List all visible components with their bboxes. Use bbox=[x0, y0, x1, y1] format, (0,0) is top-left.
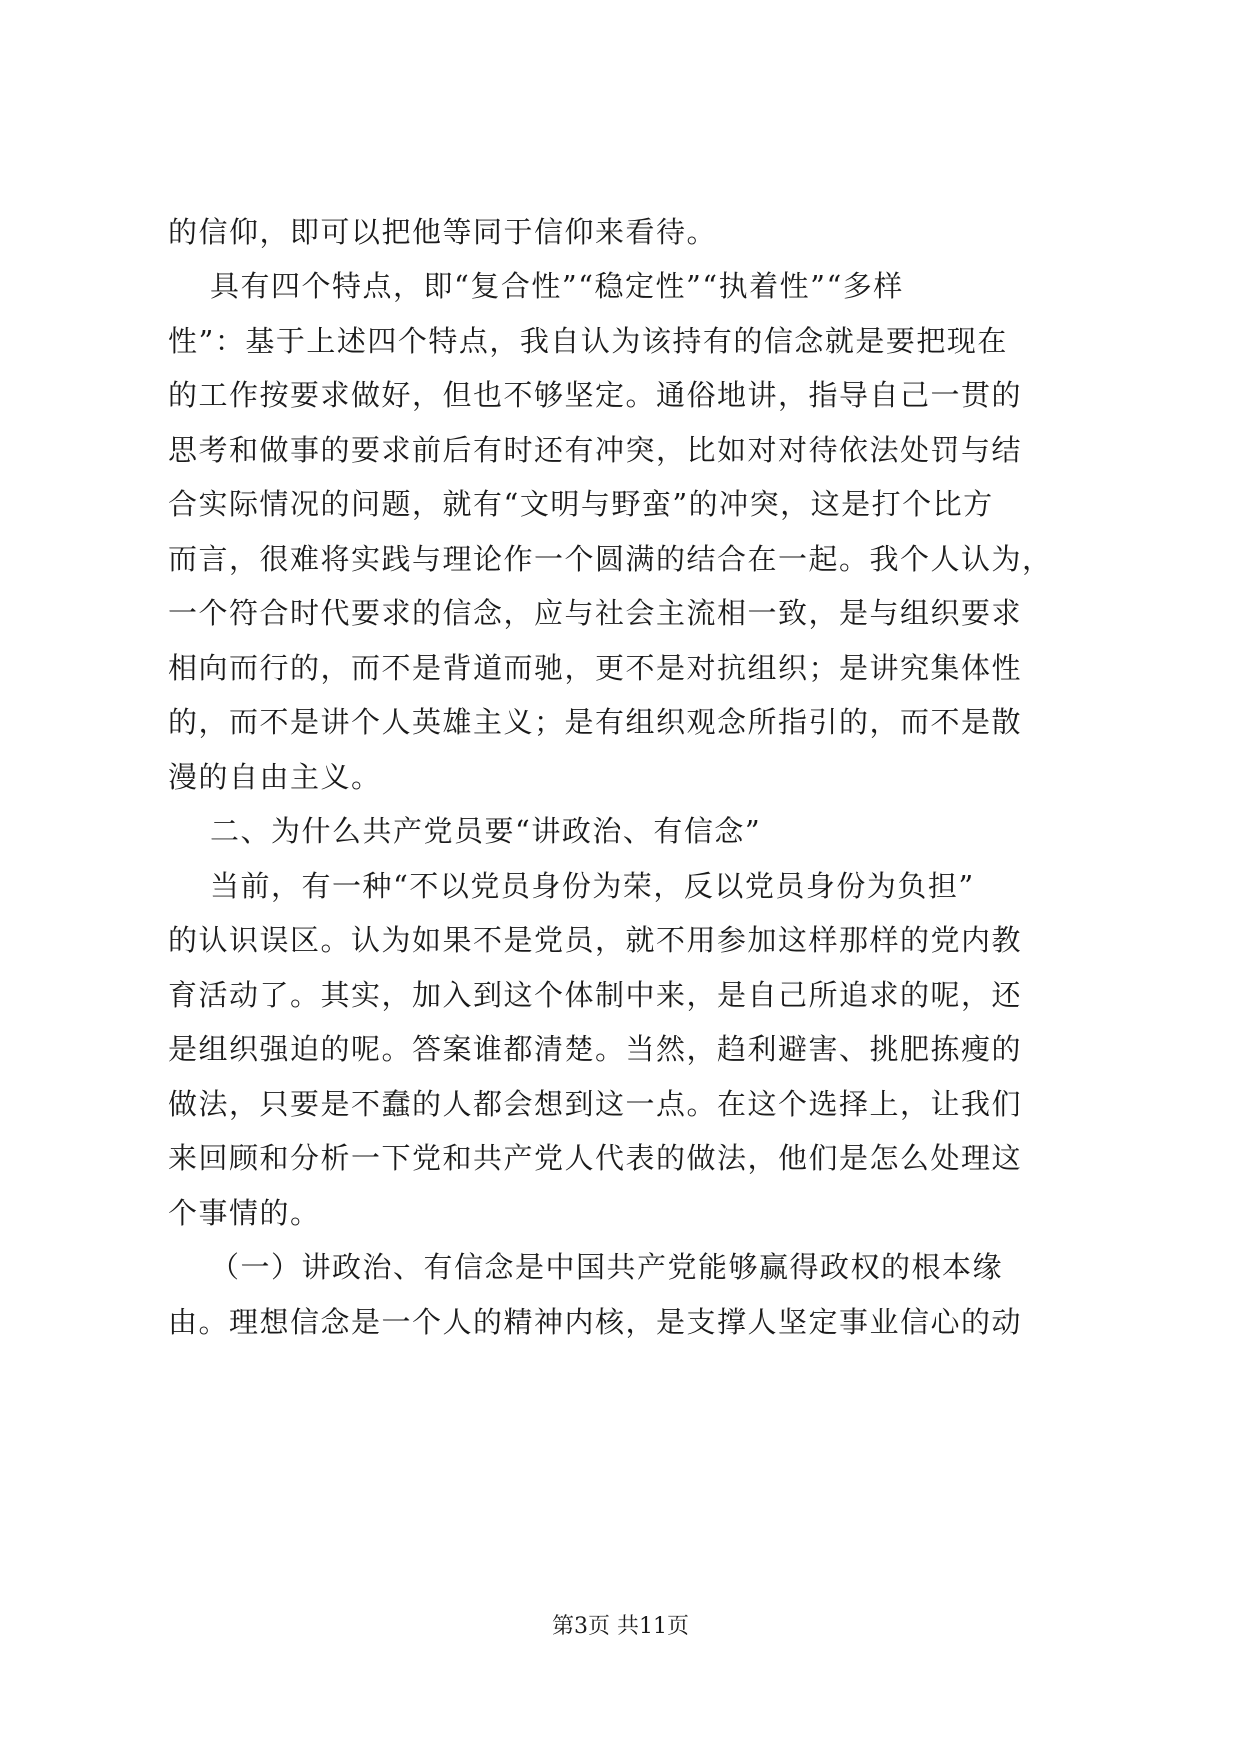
paragraph-line: 性”：基于上述四个特点，我自认为该持有的信念就是要把现在 bbox=[168, 324, 1008, 358]
paragraph-line: 一个符合时代要求的信念，应与社会主流相一致，是与组织要求 bbox=[168, 596, 1023, 630]
paragraph-line: 的工作按要求做好，但也不够坚定。通俗地讲，指导自己一贯的 bbox=[168, 378, 1023, 412]
paragraph-line: 由。理想信念是一个人的精神内核，是支撑人坚定事业信心的动 bbox=[168, 1305, 1023, 1339]
paragraph-line: 而言，很难将实践与理论作一个圆满的结合在一起。我个人认为， bbox=[168, 542, 1053, 576]
paragraph-line: 相向而行的，而不是背道而驰，更不是对抗组织；是讲究集体性 bbox=[168, 651, 1023, 685]
subsection-heading: （一）讲政治、有信念是中国共产党能够赢得政权的根本缘 bbox=[210, 1250, 1004, 1284]
paragraph-line: 当前，有一种“不以党员身份为荣，反以党员身份为负担” bbox=[210, 869, 975, 903]
page-footer: 第3页 共11页 bbox=[552, 1614, 689, 1639]
paragraph-line: 育活动了。其实，加入到这个体制中来，是自己所追求的呢，还 bbox=[168, 978, 1023, 1012]
paragraph-line: 个事情的。 bbox=[168, 1196, 321, 1230]
paragraph-line: 来回顾和分析一下党和共产党人代表的做法，他们是怎么处理这 bbox=[168, 1141, 1023, 1175]
paragraph-line: 做法，只要是不蠢的人都会想到这一点。在这个选择上，让我们 bbox=[168, 1087, 1023, 1121]
paragraph-line: 的认识误区。认为如果不是党员，就不用参加这样那样的党内教 bbox=[168, 923, 1023, 957]
paragraph-line: 合实际情况的问题，就有“文明与野蛮”的冲突，这是打个比方 bbox=[168, 487, 994, 521]
paragraph-line: 具有四个特点，即“复合性”“稳定性”“执着性”“多样 bbox=[210, 269, 904, 303]
paragraph-line: 是组织强迫的呢。答案谁都清楚。当然，趋利避害、挑肥拣瘦的 bbox=[168, 1032, 1023, 1066]
paragraph-line: 的，而不是讲个人英雄主义；是有组织观念所指引的，而不是散 bbox=[168, 705, 1023, 739]
section-heading: 二、为什么共产党员要“讲政治、有信念” bbox=[210, 814, 762, 848]
paragraph-line: 的信仰，即可以把他等同于信仰来看待。 bbox=[168, 215, 718, 249]
paragraph-line: 漫的自由主义。 bbox=[168, 760, 382, 794]
paragraph-line: 思考和做事的要求前后有时还有冲突，比如对对待依法处罚与结 bbox=[168, 433, 1023, 467]
